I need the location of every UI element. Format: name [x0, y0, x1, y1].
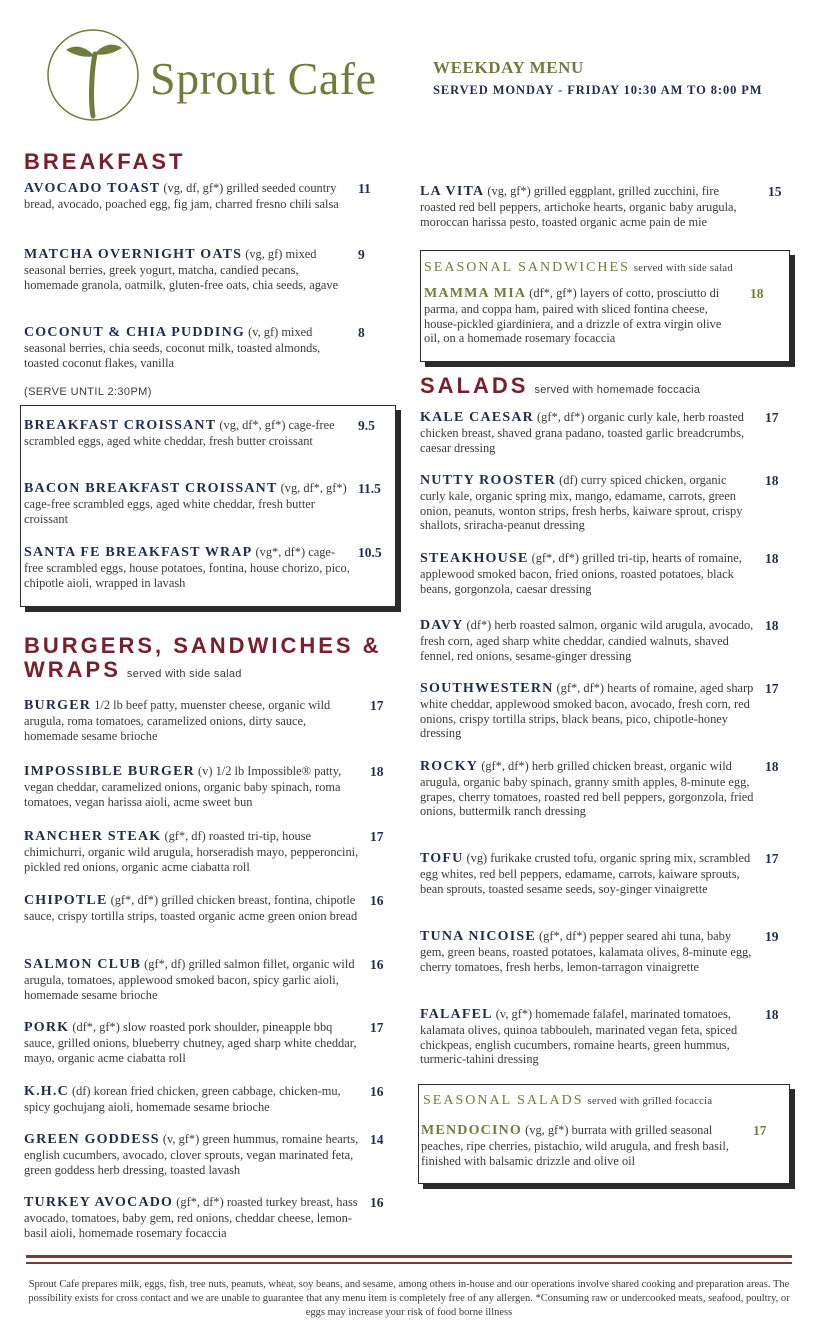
- menu-item-name: IMPOSSIBLE BURGER: [24, 764, 195, 779]
- menu-item-description: grilled tri-tip, hearts of romaine, applewood smoked bacon, fried onions, roasted potatoes, black beans, gorgonzola, caesar dressing: [420, 551, 742, 596]
- menu-item-name: TOFU: [420, 851, 464, 866]
- menu-item-description: grilled chicken breast, fontina, chipotle sauce, crispy tortilla strips, toasted organic acme green onion bread: [24, 893, 358, 923]
- menu-item-tags: (gf*, df): [141, 957, 186, 971]
- seasonal-sandwiches-title: [424, 260, 733, 276]
- menu-item-tags: (gf*, df*): [535, 929, 587, 943]
- menu-item-description: furikake crusted tofu, organic spring mix, scrambled egg whites, red bell peppers, edamame, carrots, kaiware sprouts, bean sprouts, toasted sesame seeds, soy-ginger vinaigrette: [420, 851, 751, 896]
- seasonal-sandwiches-title-text: SEASONAL SANDWICHES: [424, 260, 630, 275]
- menu-item-price: 11: [358, 181, 371, 196]
- menu-item-tags: (vg): [463, 851, 488, 865]
- menu-item-description: herb roasted salmon, organic wild arugula, avocado, fresh corn, aged sharp white cheddar, candied walnuts, shaved fennel, red onions, sesame-ginger dressing: [420, 618, 754, 663]
- menu-item: [24, 764, 360, 809]
- menu-item: [421, 1123, 739, 1168]
- seasonal-salads-title: [423, 1093, 712, 1109]
- menu-item-name: SOUTHWESTERN: [420, 681, 554, 696]
- menu-item-name: PORK: [24, 1020, 70, 1035]
- menu-item-name: BURGER: [24, 698, 92, 713]
- salads-subtitle: served with homemade foccacia: [534, 384, 701, 396]
- breakfast-heading: BREAKFAST: [24, 149, 186, 174]
- burgers-heading-line2: [24, 658, 382, 682]
- menu-item-description: grilled salmon fillet, organic wild arugula, tomatoes, applewood smoked bacon, spicy garlic aioli, homemade sesame brioche: [24, 957, 355, 1002]
- menu-item-tags: (v, gf*): [492, 1007, 533, 1021]
- menu-item: [420, 851, 754, 896]
- menu-item-name: SANTA FE BREAKFAST WRAP: [24, 545, 253, 560]
- menu-item: [24, 1195, 360, 1240]
- menu-item-price: 18: [765, 1007, 779, 1022]
- menu-item-price: 8: [358, 325, 365, 340]
- menu-item-description: korean fried chicken, green cabbage, chicken-mu, spicy gochujang aioli, homemade sesame brioche: [24, 1084, 341, 1114]
- menu-item: [24, 247, 344, 292]
- menu-item: [420, 473, 754, 533]
- menu-item-name: STEAKHOUSE: [420, 551, 529, 566]
- menu-item-price: 16: [370, 893, 384, 908]
- menu-item-tags: (gf*, df): [161, 829, 206, 843]
- menu-item: [24, 418, 354, 449]
- menu-item-tags: (vg, gf): [242, 247, 283, 261]
- burgers-subtitle: served with side salad: [126, 668, 242, 681]
- menu-item-description: cage-free scrambled eggs, aged white cheddar, fresh butter croissant: [24, 496, 315, 526]
- menu-item-price: 17: [370, 829, 384, 844]
- menu-item-price: 17: [370, 1020, 384, 1035]
- menu-item-tags: (gf*, df*): [533, 410, 585, 424]
- menu-item-tags: (vg, df, gf*): [160, 181, 224, 195]
- menu-item-description: roasted tri-tip, house chimichurri, organic wild arugula, horseradish mayo, pepperoncini, pickled red onions, organic acme ciabatta roll: [24, 829, 359, 874]
- menu-item-tags: (v, gf): [245, 325, 279, 339]
- menu-item-description: layers of cotto, prosciutto di parma, and coppa ham, paired with sliced fontina cheese, house-pickled giardiniera, and a drizzle of extra virgin olive oil, on a homemade rosemary focaccia: [424, 286, 722, 346]
- menu-item: [24, 1020, 360, 1065]
- menu-item-tags: (gf*, df*): [478, 759, 529, 773]
- menu-item-tags: (vg, df*, gf*): [216, 418, 286, 432]
- menu-item-tags: (vg, df*, gf*): [277, 481, 347, 495]
- menu-item: [420, 681, 754, 741]
- menu-item-tags: 1/2: [91, 698, 111, 712]
- menu-item-tags: (gf*, df*): [173, 1195, 224, 1209]
- menu-item-description: cage-free scrambled eggs, aged white cheddar, fresh butter croissant: [24, 418, 335, 448]
- menu-item-description: slow roasted pork shoulder, pineapple bbq sauce, grilled onions, blueberry chutney, aged sharp white cheddar, mayo, organic acme ciabatta roll: [24, 1020, 357, 1065]
- menu-item-name: COCONUT & CHIA PUDDING: [24, 325, 245, 340]
- menu-item-price: 16: [370, 1195, 384, 1210]
- menu-item-description: pepper seared ahi tuna, baby gem, green beans, roasted potatoes, kalamata olives, 8-minute egg, cherry tomatoes, fresh herbs, lemon-tarragon vinaigrette: [420, 929, 752, 974]
- menu-item-description: roasted turkey breast, hass avocado, tomatoes, baby gem, red onions, cheddar cheese, lemon-basil aioli, homemade rosemary focaccia: [24, 1195, 358, 1240]
- burgers-heading: [24, 634, 382, 682]
- menu-item: [24, 481, 354, 526]
- menu-item: [24, 1084, 360, 1115]
- menu-item-name: LA VITA: [420, 184, 485, 199]
- menu-item-tags: (df*, gf*): [69, 1020, 120, 1034]
- menu-item: [420, 551, 754, 596]
- menu-item-name: RANCHER STEAK: [24, 829, 162, 844]
- menu-item-name: ROCKY: [420, 759, 479, 774]
- logo-text: Sprout Cafe: [150, 53, 377, 104]
- menu-item-tags: (v, gf*): [159, 1132, 200, 1146]
- menu-item-description: cage-free scrambled eggs, house potatoes, fontina, house chorizo, pico, chipotle aioli, wrapped in lavash: [24, 545, 350, 590]
- menu-item-price: 18: [370, 764, 384, 779]
- menu-item-name: KALE CAESAR: [420, 410, 534, 425]
- menu-item-name: SALMON CLUB: [24, 957, 142, 972]
- menu-item-description: homemade falafel, marinated tomatoes, kalamata olives, quinoa tabbouleh, marinated vegan feta, spiced chickpeas, english cucumbers, romaine hearts, green hummus, turmeric-tahini dressing: [420, 1007, 738, 1067]
- menu-item: [424, 286, 734, 346]
- menu-item: [24, 545, 354, 590]
- menu-item-name: TURKEY AVOCADO: [24, 1195, 174, 1210]
- salads-heading: [420, 374, 700, 398]
- menu-item-name: TUNA NICOISE: [420, 929, 536, 944]
- menu-item: [420, 184, 750, 229]
- seasonal-sandwiches-subtitle: served with side salad: [633, 263, 733, 274]
- menu-item-description: mixed seasonal berries, chia seeds, coconut milk, toasted almonds, toasted coconut flakes, vanilla: [24, 325, 321, 370]
- menu-item-name: DAVY: [420, 618, 464, 633]
- menu-item-description: mixed seasonal berries, greek yogurt, matcha, candied pecans, homemade granola, oatmilk, gluten-free oats, chia seeds, agave: [24, 247, 339, 292]
- menu-item-description: lb beef patty, muenster cheese, organic wild arugula, roma tomatoes, caramelized onions, dirty sauce, homemade sesame brioche: [24, 698, 331, 743]
- menu-item: [24, 957, 360, 1002]
- menu-item-price: 18: [765, 551, 779, 566]
- menu-item-name: CHIPOTLE: [24, 893, 108, 908]
- menu-item-name: NUTTY ROOSTER: [420, 473, 557, 488]
- burgers-heading-line1: BURGERS, SANDWICHES &: [24, 633, 382, 658]
- menu-item-name: MENDOCINO: [421, 1123, 523, 1138]
- menu-item-price: 19: [765, 929, 779, 944]
- menu-item-description: grilled seeded country bread, avocado, poached egg, fig jam, charred fresno chili salsa: [24, 181, 339, 211]
- menu-item-price: 9: [358, 247, 365, 262]
- menu-item-tags: (df*): [463, 618, 492, 632]
- menu-item-name: FALAFEL: [420, 1007, 493, 1022]
- menu-item-description: curry spiced chicken, organic curly kale, organic spring mix, mango, edamame, carrots, green onion, peanuts, wonton strips, fresh herbs, kaiware sprout, crispy shallots, sriracha-peanut dressing: [420, 473, 743, 533]
- menu-item-tags: (v): [194, 764, 213, 778]
- footer-rule-thin: [26, 1262, 792, 1264]
- menu-item-price: 18: [765, 759, 779, 774]
- menu-item-tags: (vg, gf*): [484, 184, 531, 198]
- menu-item-price: 18: [750, 286, 764, 301]
- menu-item-tags: (df): [556, 473, 578, 487]
- menu-title: WEEKDAY MENU: [433, 58, 584, 77]
- menu-header: [433, 58, 763, 98]
- menu-item-price: 15: [768, 184, 782, 199]
- menu-item-description: 1/2 lb Impossible® patty, vegan cheddar, caramelized onions, organic baby spinach, roma tomatoes, vegan harissa aioli, acme sweet bun: [24, 764, 342, 809]
- menu-item-name: BREAKFAST CROISSANT: [24, 418, 217, 433]
- menu-item-name: BACON BREAKFAST CROISSANT: [24, 481, 278, 496]
- menu-item-description: hearts of romaine, aged sharp white cheddar, applewood smoked bacon, avocado, fresh corn, red onions, crispy tortilla strips, black beans, pico, chipotle-honey dressing: [420, 681, 754, 741]
- menu-item: [420, 1007, 754, 1067]
- menu-item-tags: (vg, gf*): [522, 1123, 569, 1137]
- menu-item-name: GREEN GODDESS: [24, 1132, 160, 1147]
- menu-item-tags: (vg*, df*): [252, 545, 306, 559]
- menu-item: [24, 181, 344, 212]
- menu-item-price: 17: [765, 410, 779, 425]
- menu-item: [24, 893, 360, 924]
- menu-item: [420, 410, 754, 455]
- seasonal-salads-subtitle: served with grilled focaccia: [587, 1096, 713, 1107]
- hours-text: SERVED MONDAY - FRIDAY 10:30 AM TO 8:00 PM: [433, 83, 763, 97]
- menu-item-tags: (gf*, df*): [553, 681, 605, 695]
- menu-item: [420, 929, 754, 974]
- menu-item: [24, 698, 360, 743]
- menu-item-price: 18: [765, 473, 779, 488]
- menu-item-price: 18: [765, 618, 779, 633]
- menu-item: [420, 759, 754, 819]
- menu-item-name: K.H.C: [24, 1084, 69, 1099]
- salads-heading-text: SALADS: [420, 373, 529, 398]
- menu-item-price: 16: [370, 957, 384, 972]
- menu-item-description: green hummus, romaine hearts, english cucumbers, avocado, clover sprouts, vegan marinated feta, green goddess herb dressing, toasted lavash: [24, 1132, 359, 1177]
- menu-item-price: 17: [370, 698, 384, 713]
- menu-item-price: 9.5: [358, 418, 375, 433]
- burgers-heading-wraps: WRAPS: [24, 657, 121, 683]
- menu-item-name: AVOCADO TOAST: [24, 181, 161, 196]
- menu-item-tags: (df): [68, 1084, 91, 1098]
- menu-item-description: organic curly kale, herb roasted chicken breast, shaved grana padano, toasted garlic breadcrumbs, caesar dressing: [420, 410, 745, 455]
- menu-item-price: 10.5: [358, 545, 382, 560]
- menu-item-description: grilled eggplant, grilled zucchini, fire roasted red bell peppers, artichoke hearts, organic baby arugula, moroccan harissa pesto, toasted organic acme pain de mie: [420, 184, 737, 229]
- menu-item-description: herb grilled chicken breast, organic wild arugula, organic baby spinach, granny smith apples, 8-minute egg, grapes, cherry tomatoes, roasted red bell peppers, gorgonzola, fried onions, buttermilk ranch dressing: [420, 759, 754, 819]
- allergen-disclaimer: Sprout Cafe prepares milk, eggs, fish, tree nuts, peanuts, wheat, soy beans, and sesame, among others in-house and our operations involve shared cooking and preparation areas. The possibility exists for cross contact and we are unable to guarantee that any menu item is completely free of any allergen. *Consuming raw or undercooked meats, seafood, poultry, or eggs may increase your risk of food borne illness: [28, 1279, 790, 1318]
- menu-item: [24, 325, 344, 370]
- sprout-logo-icon: [46, 28, 140, 122]
- menu-item-price: 16: [370, 1084, 384, 1099]
- seasonal-salads-title-text: SEASONAL SALADS: [423, 1093, 584, 1108]
- menu-item-price: 17: [765, 851, 779, 866]
- menu-item-price: 17: [765, 681, 779, 696]
- footer-rule-thick: [26, 1255, 792, 1258]
- menu-item-price: 11.5: [358, 481, 381, 496]
- menu-item-name: MAMMA MIA: [424, 286, 527, 301]
- menu-item-tags: (gf*, df*): [528, 551, 580, 565]
- menu-item-tags: (gf*, df*): [107, 893, 159, 907]
- menu-item-name: MATCHA OVERNIGHT OATS: [24, 247, 243, 262]
- serve-until-note: (SERVE UNTIL 2:30PM): [24, 386, 152, 398]
- menu-item-price: 14: [370, 1132, 384, 1147]
- menu-item: [24, 1132, 360, 1177]
- menu-item-price: 17: [753, 1123, 767, 1138]
- menu-item-tags: (df*, gf*): [526, 286, 577, 300]
- menu-item-description: burrata with grilled seasonal peaches, ripe cherries, pistachio, wild arugula, and fresh basil, finished with balsamic drizzle and olive oil: [421, 1123, 729, 1168]
- menu-item: [24, 829, 360, 874]
- menu-item: [420, 618, 754, 663]
